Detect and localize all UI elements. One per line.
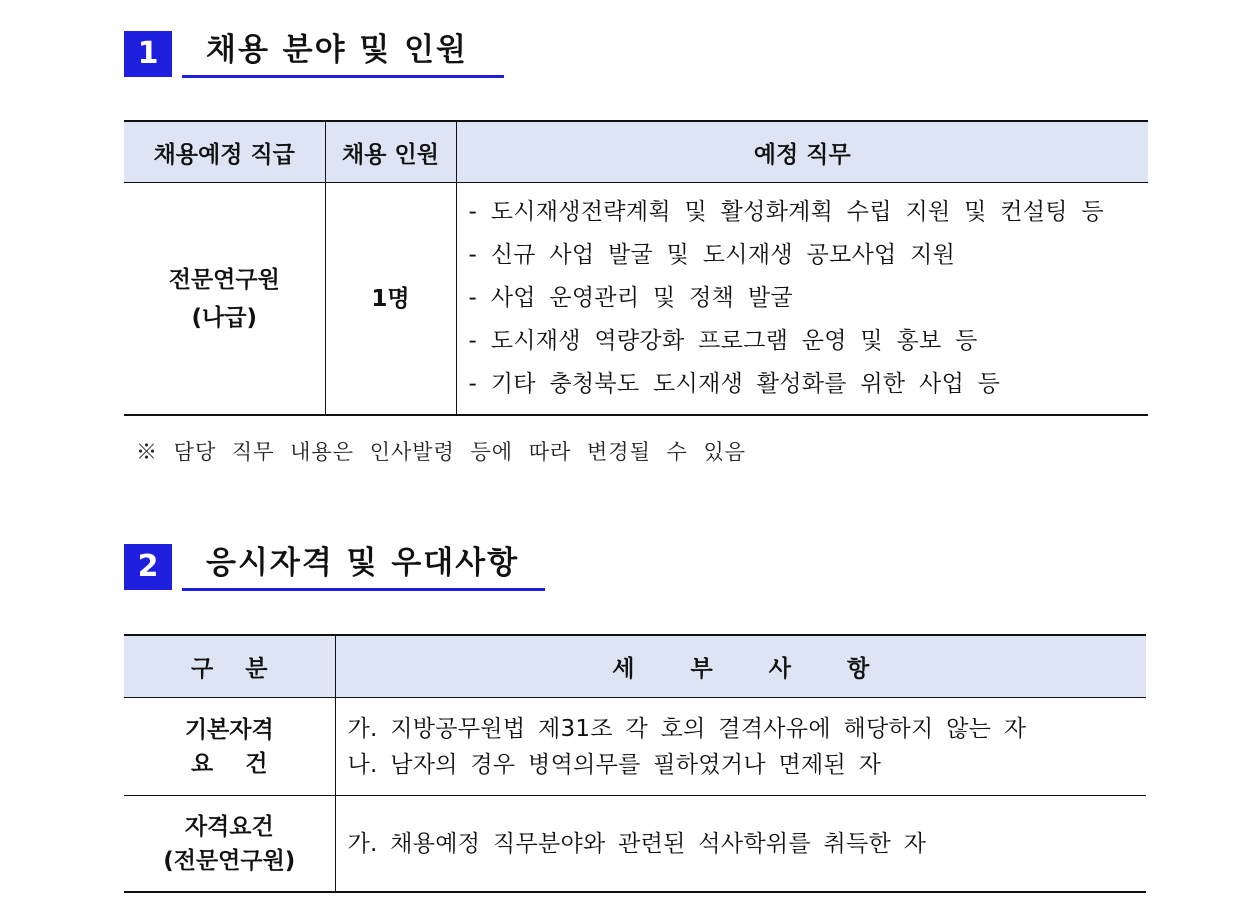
list-item: - 기타 충청북도 도시재생 활성화를 위한 사업 등 bbox=[468, 371, 1001, 397]
header-details bbox=[335, 635, 1146, 698]
detail-list bbox=[348, 826, 1147, 862]
rank-cell bbox=[124, 183, 325, 416]
recruitment-table bbox=[124, 120, 1148, 416]
duty-list bbox=[469, 191, 1149, 406]
list-item: - 신규 사업 발굴 및 도시재생 공모사업 지원 bbox=[468, 242, 956, 268]
category-line: 자격요건 bbox=[184, 813, 274, 840]
detail-cell bbox=[335, 698, 1146, 796]
list-item: - 도시재생 역량강화 프로그램 운영 및 홍보 등 bbox=[468, 328, 978, 354]
list-item: 가. 채용예정 직무분야와 관련된 석사학위를 취득한 자 bbox=[347, 830, 927, 857]
table-header-row bbox=[124, 635, 1146, 698]
header-rank: 채용예정 직급 bbox=[124, 121, 325, 183]
section-title: 채용 분야 및 인원 bbox=[206, 32, 468, 68]
category-line-text: 요 건 bbox=[191, 750, 268, 777]
table-row bbox=[124, 698, 1146, 796]
detail-list bbox=[348, 711, 1147, 783]
category-line bbox=[124, 747, 335, 781]
qualification-table bbox=[124, 634, 1146, 893]
category-cell bbox=[124, 698, 335, 796]
table-row bbox=[124, 183, 1148, 416]
header-details-label: 세 부 사 항 bbox=[612, 656, 870, 682]
category-cell bbox=[124, 796, 335, 893]
table-header-row bbox=[124, 121, 1148, 183]
section-underline bbox=[182, 588, 545, 591]
category-line: (전문연구원) bbox=[163, 847, 296, 874]
header-category bbox=[124, 635, 335, 698]
header-duties: 예정 직무 bbox=[456, 121, 1148, 183]
duties-cell bbox=[456, 183, 1148, 416]
rank-grade: (나급) bbox=[191, 304, 257, 331]
table-row bbox=[124, 796, 1146, 893]
section-number-badge: 2 bbox=[124, 544, 172, 590]
duty-change-note: ※ 담당 직무 내용은 인사발령 등에 따라 변경될 수 있음 bbox=[136, 440, 747, 464]
header-headcount: 채용 인원 bbox=[325, 121, 456, 183]
list-item: - 도시재생전략계획 및 활성화계획 수립 지원 및 컨설팅 등 bbox=[468, 199, 1104, 225]
section-title: 응시자격 및 우대사항 bbox=[206, 545, 520, 581]
list-item: 나. 남자의 경우 병역의무를 필하였거나 면제된 자 bbox=[347, 751, 882, 778]
headcount-cell: 1명 bbox=[325, 183, 456, 416]
section-number-badge: 1 bbox=[124, 31, 172, 77]
detail-cell bbox=[335, 796, 1146, 893]
category-line: 기본자격 bbox=[184, 716, 274, 743]
list-item: - 사업 운영관리 및 정책 발굴 bbox=[468, 285, 793, 311]
list-item: 가. 지방공무원법 제31조 각 호의 결격사유에 해당하지 않는 자 bbox=[347, 715, 1027, 742]
header-category-label: 구 분 bbox=[191, 656, 268, 682]
rank-name: 전문연구원 bbox=[168, 266, 280, 293]
section-underline bbox=[182, 75, 504, 78]
